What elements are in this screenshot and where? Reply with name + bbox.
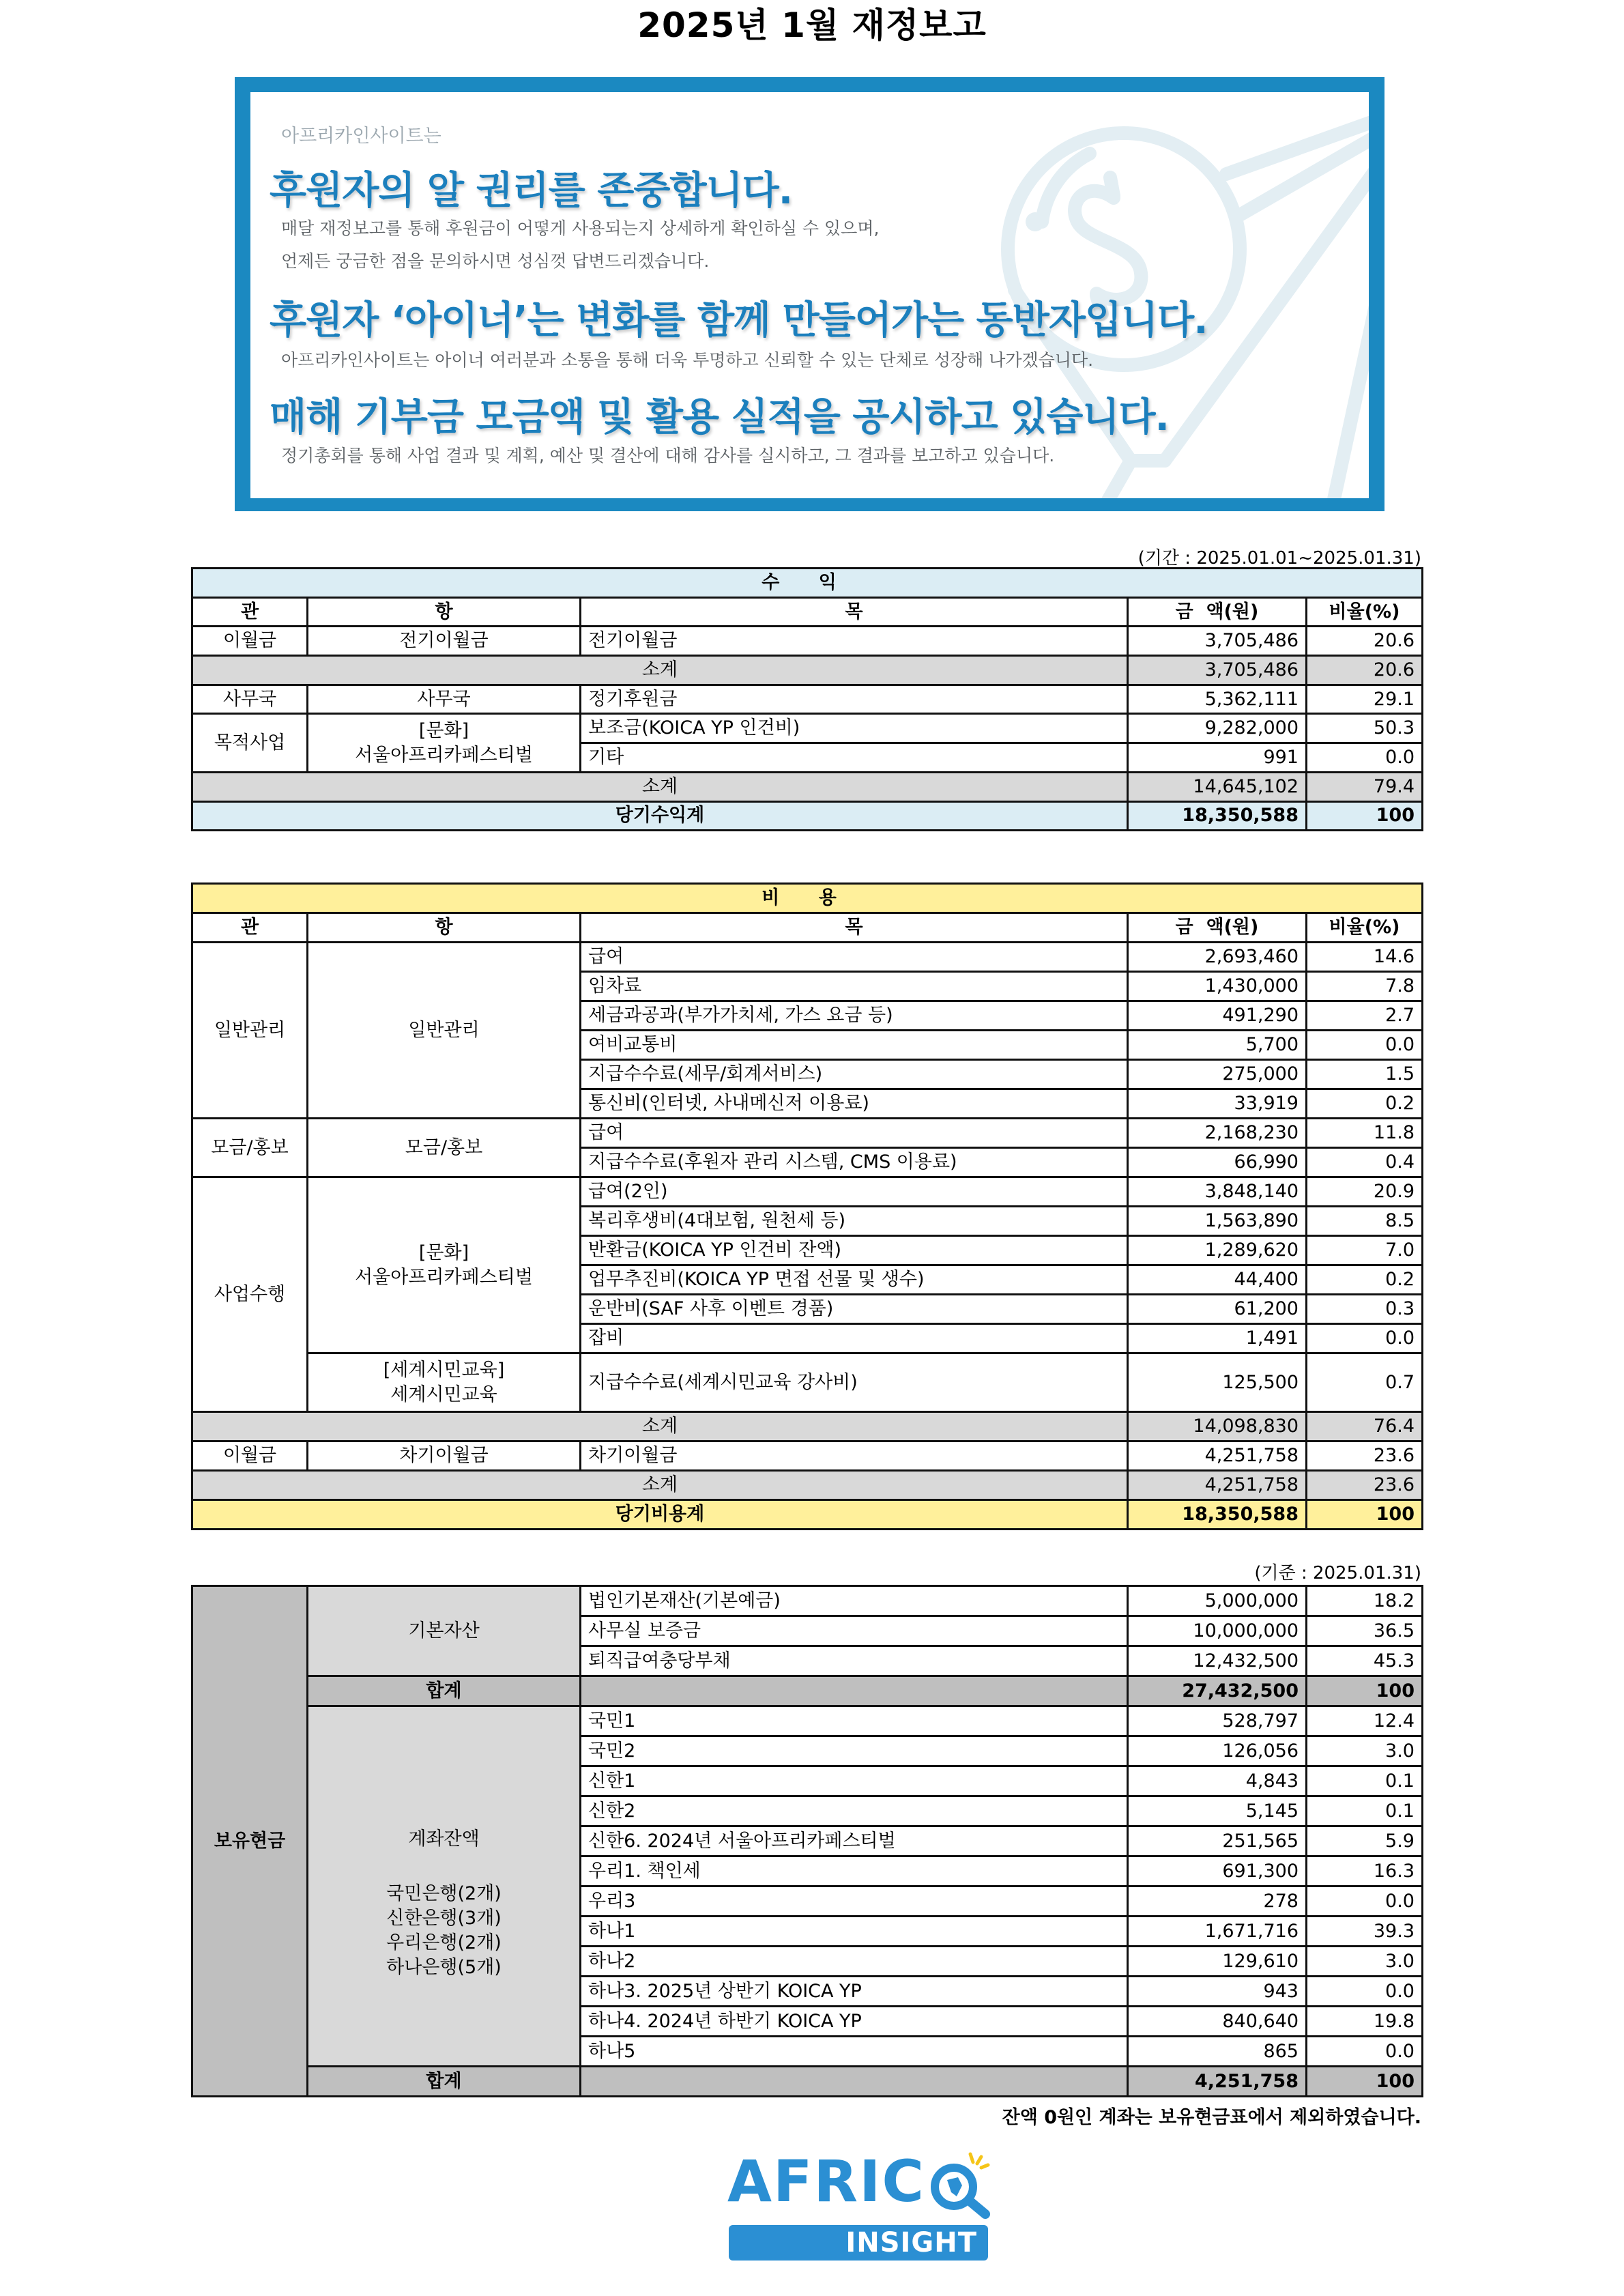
subtotal-ratio: 20.6	[1307, 656, 1423, 685]
banner-heading-1: 후원자의 알 권리를 존중합니다.	[270, 169, 793, 213]
total-label: 합계	[308, 1676, 581, 1706]
cell-amount: 3,705,486	[1128, 627, 1307, 656]
banner-body-1b: 언제든 궁금한 점을 문의하시면 성심껏 답변드리겠습니다.	[281, 251, 710, 271]
cash-holdings-table	[191, 1585, 1423, 2097]
cell-name: 하나1	[581, 1917, 1128, 1947]
cell-ratio: 0.0	[1307, 1031, 1423, 1060]
total-row	[192, 1500, 1423, 1530]
cell-amount: 33,919	[1128, 1089, 1307, 1119]
cell-amount: 61,200	[1128, 1295, 1307, 1324]
cell-mok: 보조금(KOICA YP 인건비)	[581, 714, 1128, 743]
subtotal-ratio: 76.4	[1307, 1412, 1423, 1441]
cell-hang: 차기이월금	[308, 1441, 581, 1471]
cell-name: 우리1. 책인세	[581, 1856, 1128, 1886]
cell-ratio: 5.9	[1307, 1826, 1423, 1856]
subtotal-row	[192, 1471, 1423, 1500]
cell-name: 하나2	[581, 1947, 1128, 1977]
cell-mok: 차기이월금	[581, 1441, 1128, 1471]
cell-gwan: 사무국	[192, 685, 308, 714]
cell-amount: 991	[1128, 743, 1307, 773]
cell-name: 신한1	[581, 1766, 1128, 1796]
cell-name: 국민1	[581, 1706, 1128, 1736]
subtotal-amount: 14,645,102	[1128, 772, 1307, 801]
cell-ratio: 0.0	[1307, 743, 1423, 773]
cell-amount: 5,000,000	[1128, 1586, 1307, 1616]
bank-count: 국민은행(2개)	[386, 1883, 502, 1904]
cell-ratio: 23.6	[1307, 1441, 1423, 1471]
cell-ratio: 8.5	[1307, 1207, 1423, 1236]
total-spacer	[581, 2067, 1128, 2097]
hang-line-2: 세계시민교육	[390, 1383, 497, 1405]
cell-amount: 5,700	[1128, 1031, 1307, 1060]
subtotal-label: 소계	[192, 1412, 1128, 1441]
cell-amount: 5,362,111	[1128, 685, 1307, 714]
cell-ratio: 0.1	[1307, 1796, 1423, 1826]
cell-name: 신한2	[581, 1796, 1128, 1826]
total-row	[192, 1676, 1423, 1706]
cell-name: 법인기본재산(기본예금)	[581, 1586, 1128, 1616]
table-row	[192, 1119, 1423, 1148]
total-label: 합계	[308, 2067, 581, 2097]
account-balance-title: 계좌잔액	[408, 1828, 480, 1850]
cell-ratio: 0.4	[1307, 1148, 1423, 1177]
header-gwan: 관	[192, 913, 308, 943]
page-title: 2025년 1월 재정보고	[637, 5, 987, 45]
logo-wordmark: AFRIC	[727, 2148, 925, 2215]
cell-amount: 126,056	[1128, 1736, 1307, 1766]
hang-line-2: 서울아프리카페스티벌	[355, 744, 533, 766]
cell-amount: 1,289,620	[1128, 1236, 1307, 1265]
bank-count: 하나은행(5개)	[386, 1957, 502, 1978]
cell-name: 사무실 보증금	[581, 1616, 1128, 1646]
base-date-note: (기준 : 2025.01.31)	[1254, 1563, 1421, 1583]
banner-heading-3: 매해 기부금 모금액 및 활용 실적을 공시하고 있습니다.	[270, 395, 1169, 440]
cell-amount: 125,500	[1128, 1353, 1307, 1412]
total-spacer	[581, 1676, 1128, 1706]
total-label: 당기수익계	[192, 801, 1128, 831]
subtotal-label: 소계	[192, 1471, 1128, 1500]
cell-amount: 278	[1128, 1886, 1307, 1917]
cell-mok: 기타	[581, 743, 1128, 773]
cell-ratio: 16.3	[1307, 1856, 1423, 1886]
cell-mok: 지급수수료(후원자 관리 시스템, CMS 이용료)	[581, 1148, 1128, 1177]
cell-mok: 반환금(KOICA YP 인건비 잔액)	[581, 1236, 1128, 1265]
cell-name: 우리3	[581, 1886, 1128, 1917]
cell-ratio: 0.0	[1307, 1324, 1423, 1353]
header-hang: 항	[308, 913, 581, 943]
cell-ratio: 0.7	[1307, 1353, 1423, 1412]
table-row	[192, 685, 1423, 714]
cell-ratio: 19.8	[1307, 2007, 1423, 2037]
header-gwan: 관	[192, 597, 308, 627]
banner-intro: 아프리카인사이트는	[281, 126, 441, 147]
cell-gwan: 사업수행	[192, 1177, 308, 1412]
cell-hang: 사무국	[308, 685, 581, 714]
hang-line-1: [문화]	[418, 719, 469, 741]
banner-panel	[250, 92, 1369, 498]
cell-amount: 2,693,460	[1128, 943, 1307, 972]
subtotal-row	[192, 656, 1423, 685]
header-amount: 금 액(원)	[1128, 597, 1307, 627]
subtotal-label: 소계	[192, 656, 1128, 685]
total-ratio: 100	[1307, 1676, 1423, 1706]
cell-ratio: 0.0	[1307, 1886, 1423, 1917]
side-label: 보유현금	[192, 1586, 308, 2097]
cell-mok: 운반비(SAF 사후 이벤트 경품)	[581, 1295, 1128, 1324]
bank-count: 신한은행(3개)	[386, 1908, 502, 1929]
cell-hang	[308, 714, 581, 772]
cell-mok: 잡비	[581, 1324, 1128, 1353]
hang-line-2: 서울아프리카페스티벌	[355, 1266, 533, 1288]
cell-name: 하나5	[581, 2037, 1128, 2067]
subtotal-ratio: 23.6	[1307, 1471, 1423, 1500]
table-row	[192, 1586, 1423, 1616]
cell-amount: 275,000	[1128, 1060, 1307, 1089]
cell-ratio: 3.0	[1307, 1947, 1423, 1977]
cell-ratio: 39.3	[1307, 1917, 1423, 1947]
cell-mok: 전기이월금	[581, 627, 1128, 656]
total-amount: 18,350,588	[1128, 1500, 1307, 1530]
cell-ratio: 3.0	[1307, 1736, 1423, 1766]
cell-mok: 세금과공과(부가가치세, 가스 요금 등)	[581, 1001, 1128, 1031]
cell-amount: 44,400	[1128, 1265, 1307, 1295]
cell-hang	[308, 1353, 581, 1412]
revenue-table	[191, 567, 1423, 831]
account-balance-label	[308, 1706, 581, 2067]
cell-gwan: 이월금	[192, 1441, 308, 1471]
cell-amount: 528,797	[1128, 1706, 1307, 1736]
cell-ratio: 18.2	[1307, 1586, 1423, 1616]
cell-ratio: 45.3	[1307, 1646, 1423, 1676]
table-row	[192, 1441, 1423, 1471]
cell-mok: 통신비(인터넷, 사내메신저 이용료)	[581, 1089, 1128, 1119]
zero-balance-footnote: 잔액 0원인 계좌는 보유현금표에서 제외하였습니다.	[1002, 2107, 1421, 2128]
subtotal-row	[192, 772, 1423, 801]
cell-gwan: 목적사업	[192, 714, 308, 772]
expense-title: 비 용	[192, 884, 1423, 913]
cell-hang: 모금/홍보	[308, 1119, 581, 1177]
banner-body-3: 정기총회를 통해 사업 결과 및 계획, 예산 및 결산에 대해 감사를 실시하고, 그 결과를 보고하고 있습니다.	[281, 446, 1055, 465]
total-label: 당기비용계	[192, 1500, 1128, 1530]
cell-ratio: 14.6	[1307, 943, 1423, 972]
subtotal-label: 소계	[192, 772, 1128, 801]
logo-insight-text: INSIGHT	[845, 2227, 977, 2258]
cell-amount: 12,432,500	[1128, 1646, 1307, 1676]
cell-name: 하나3. 2025년 상반기 KOICA YP	[581, 1977, 1128, 2007]
cell-hang: 전기이월금	[308, 627, 581, 656]
header-mok: 목	[581, 913, 1128, 943]
total-amount: 18,350,588	[1128, 801, 1307, 831]
banner-heading-2: 후원자 ‘아이너’는 변화를 함께 만들어가는 동반자입니다.	[270, 298, 1208, 343]
header-ratio: 비율(%)	[1307, 597, 1423, 627]
cell-ratio: 36.5	[1307, 1616, 1423, 1646]
cell-amount: 10,000,000	[1128, 1616, 1307, 1646]
cell-name: 퇴직급여충당부채	[581, 1646, 1128, 1676]
cell-ratio: 0.2	[1307, 1089, 1423, 1119]
table-row	[192, 1177, 1423, 1207]
cell-name: 국민2	[581, 1736, 1128, 1766]
cell-amount: 4,251,758	[1128, 1441, 1307, 1471]
hang-line-1: [문화]	[418, 1242, 469, 1263]
total-row	[192, 2067, 1423, 2097]
expense-table	[191, 882, 1423, 1530]
cell-ratio: 0.2	[1307, 1265, 1423, 1295]
cell-ratio: 0.3	[1307, 1295, 1423, 1324]
cell-amount: 691,300	[1128, 1856, 1307, 1886]
cell-ratio: 29.1	[1307, 685, 1423, 714]
magnifier-africa-icon	[927, 2151, 1002, 2220]
cell-ratio: 7.0	[1307, 1236, 1423, 1265]
header-amount: 금 액(원)	[1128, 913, 1307, 943]
cell-ratio: 11.8	[1307, 1119, 1423, 1148]
cell-ratio: 20.9	[1307, 1177, 1423, 1207]
cell-amount: 1,671,716	[1128, 1917, 1307, 1947]
period-note: (기간 : 2025.01.01~2025.01.31)	[1137, 548, 1421, 569]
cell-amount: 129,610	[1128, 1947, 1307, 1977]
cell-amount: 9,282,000	[1128, 714, 1307, 743]
cell-hang	[308, 1177, 581, 1353]
header-mok: 목	[581, 597, 1128, 627]
cell-name: 신한6. 2024년 서울아프리카페스티벌	[581, 1826, 1128, 1856]
cell-mok: 급여	[581, 1119, 1128, 1148]
cell-ratio: 0.1	[1307, 1766, 1423, 1796]
cell-ratio: 7.8	[1307, 972, 1423, 1001]
cell-gwan: 모금/홍보	[192, 1119, 308, 1177]
cell-ratio: 1.5	[1307, 1060, 1423, 1089]
cell-amount: 3,848,140	[1128, 1177, 1307, 1207]
subtotal-amount: 14,098,830	[1128, 1412, 1307, 1441]
cell-mok: 업무추진비(KOICA YP 면접 선물 및 생수)	[581, 1265, 1128, 1295]
subtotal-ratio: 79.4	[1307, 772, 1423, 801]
cell-ratio: 2.7	[1307, 1001, 1423, 1031]
cell-ratio: 50.3	[1307, 714, 1423, 743]
cell-mok: 지급수수료(세계시민교육 강사비)	[581, 1353, 1128, 1412]
cell-amount: 4,843	[1128, 1766, 1307, 1796]
cell-amount: 251,565	[1128, 1826, 1307, 1856]
cell-amount: 943	[1128, 1977, 1307, 2007]
cell-amount: 1,563,890	[1128, 1207, 1307, 1236]
cell-mok: 임차료	[581, 972, 1128, 1001]
cell-amount: 66,990	[1128, 1148, 1307, 1177]
subtotal-amount: 4,251,758	[1128, 1471, 1307, 1500]
table-row	[192, 943, 1423, 972]
cell-gwan: 일반관리	[192, 943, 308, 1119]
transparency-banner	[235, 77, 1384, 511]
revenue-title: 수 익	[192, 569, 1423, 598]
cell-ratio: 20.6	[1307, 627, 1423, 656]
total-ratio: 100	[1307, 801, 1423, 831]
total-amount: 27,432,500	[1128, 1676, 1307, 1706]
cell-gwan: 이월금	[192, 627, 308, 656]
cell-ratio: 12.4	[1307, 1706, 1423, 1736]
banner-body-1a: 매달 재정보고를 통해 후원금이 어떻게 사용되는지 상세하게 확인하실 수 있으며,	[281, 218, 880, 238]
subtotal-amount: 3,705,486	[1128, 656, 1307, 685]
banner-body-2: 아프리카인사이트는 아이너 여러분과 소통을 통해 더욱 투명하고 신뢰할 수 있는 단체로 성장해 나가겠습니다.	[281, 350, 1094, 370]
cell-ratio: 0.0	[1307, 2037, 1423, 2067]
africa-insight-logo	[723, 2149, 1003, 2271]
header-hang: 항	[308, 597, 581, 627]
cell-mok: 지급수수료(세무/회계서비스)	[581, 1060, 1128, 1089]
total-ratio: 100	[1307, 2067, 1423, 2097]
table-row	[192, 1353, 1423, 1412]
cell-mok: 급여	[581, 943, 1128, 972]
cell-hang: 일반관리	[308, 943, 581, 1119]
cell-mok: 정기후원금	[581, 685, 1128, 714]
cell-amount: 1,491	[1128, 1324, 1307, 1353]
bank-count: 우리은행(2개)	[386, 1932, 502, 1953]
total-amount: 4,251,758	[1128, 2067, 1307, 2097]
table-title-row	[192, 884, 1423, 913]
table-title-row	[192, 569, 1423, 598]
table-row	[192, 1706, 1423, 1736]
cell-amount: 491,290	[1128, 1001, 1307, 1031]
table-header-row	[192, 597, 1423, 627]
total-ratio: 100	[1307, 1500, 1423, 1530]
table-row	[192, 627, 1423, 656]
cell-amount: 840,640	[1128, 2007, 1307, 2037]
total-row	[192, 801, 1423, 831]
table-header-row	[192, 913, 1423, 943]
cell-mok: 급여(2인)	[581, 1177, 1128, 1207]
hang-line-1: [세계시민교육]	[383, 1359, 505, 1381]
cell-mok: 복리후생비(4대보험, 원천세 등)	[581, 1207, 1128, 1236]
subtotal-row	[192, 1412, 1423, 1441]
cell-amount: 1,430,000	[1128, 972, 1307, 1001]
header-ratio: 비율(%)	[1307, 913, 1423, 943]
cell-mok: 여비교통비	[581, 1031, 1128, 1060]
basic-assets-label: 기본자산	[308, 1586, 581, 1676]
cell-ratio: 0.0	[1307, 1977, 1423, 2007]
cell-name: 하나4. 2024년 하반기 KOICA YP	[581, 2007, 1128, 2037]
cell-amount: 2,168,230	[1128, 1119, 1307, 1148]
cell-amount: 5,145	[1128, 1796, 1307, 1826]
logo-insight-bar	[729, 2225, 988, 2261]
cell-amount: 865	[1128, 2037, 1307, 2067]
table-row	[192, 714, 1423, 743]
